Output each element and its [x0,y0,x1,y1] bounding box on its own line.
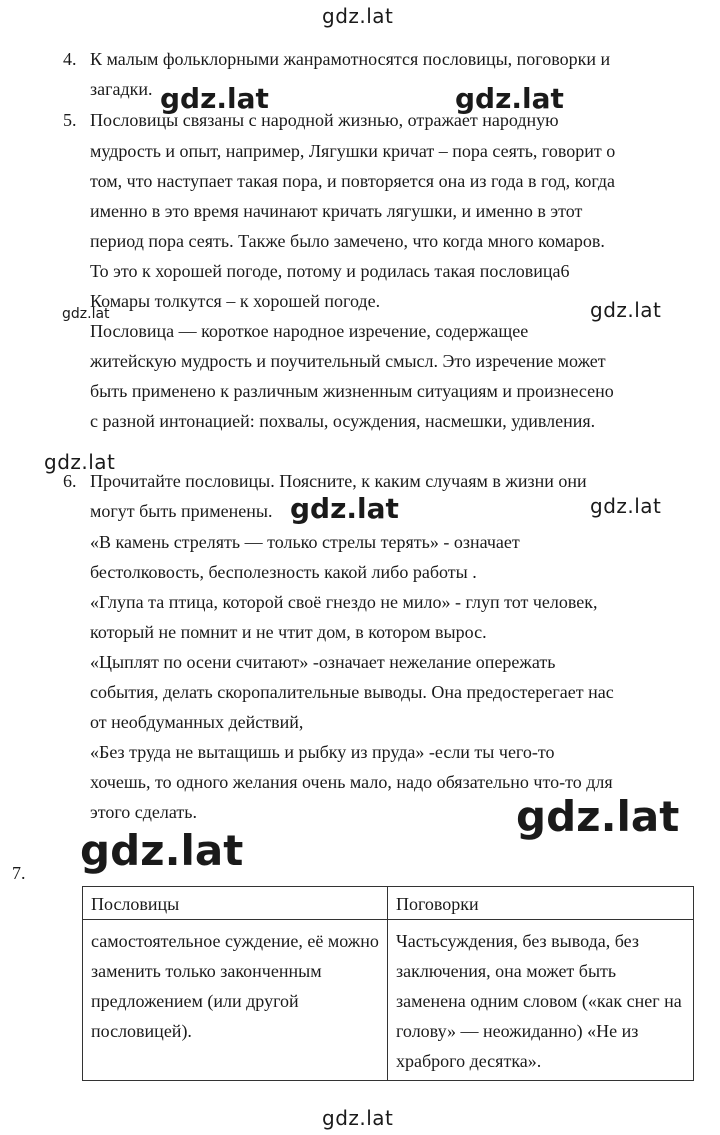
item6-line: «В камень стрелять — только стрелы терять» - означает [90,532,520,552]
table-cell-proverbs: самостоятельное суждение, её можно заменить только законченным предложением (или другой пословицей). [83,920,388,1081]
item6-line: события, делать скоропалительные выводы. Она предостерегает нас [90,682,614,702]
item-number: 4. [63,49,77,69]
watermark: gdz.lat [44,450,116,474]
item5-line: быть применено к различным жизненным ситуациям и произнесено [90,381,614,401]
item4-line: загадки. [90,79,153,99]
table-header-row [83,887,694,920]
item-number: 7. [12,863,26,883]
proverbs-table [82,886,694,1081]
watermark: gdz.lat [516,792,680,841]
watermark: gdz.lat [455,82,564,115]
item6-line: могут быть применены. [90,501,273,521]
item6-line: Прочитайте пословицы. Поясните, к каким случаям в жизни они [90,471,587,491]
item5-line: Пословицы связаны с народной жизнью, отражает народную [90,110,559,130]
item6-line: «Глупа та птица, которой своё гнездо не мило» - глуп тот человек, [90,592,598,612]
item6-line: который не помнит и не чтит дом, в котором вырос. [90,622,487,642]
item-number: 6. [63,471,77,491]
item5-line: житейскую мудрость и поучительный смысл. Это изречение может [90,351,606,371]
item5-line: том, что наступает такая пора, и повторяется она из года в год, когда [90,171,616,191]
item6-line: «Цыплят по осени считают» -означает нежелание опережать [90,652,556,672]
watermark: gdz.lat [290,492,399,525]
item5-line: с разной интонацией: похвалы, осуждения, насмешки, удивления. [90,411,596,431]
watermark: gdz.lat [590,298,662,322]
watermark-top: gdz.lat [322,4,394,28]
column-header-proverbs: Пословицы [83,887,388,920]
item5-line: период пора сеять. Также было замечено, что когда много комаров. [90,231,605,251]
item5-line: Пословица — короткое народное изречение, содержащее [90,321,529,341]
column-header-sayings: Поговорки [388,887,694,920]
watermark: gdz.lat [80,826,244,875]
item-number: 5. [63,110,77,130]
watermark: gdz.lat [160,82,269,115]
item6-line: этого сделать. [90,802,198,822]
item6-line: бестолковость, бесполезность какой либо работы . [90,562,477,582]
watermark: gdz.lat [62,306,110,322]
watermark-bottom: gdz.lat [322,1106,394,1130]
item6-line: от необдуманных действий, [90,712,304,732]
item4-line: К малым фольклорными жанрамотносятся пословицы, поговорки и [90,49,611,69]
table-cell-sayings: Частьсуждения, без вывода, без заключения, она может быть заменена одним словом («как снег на голову» — неожиданно) «Не из храброго десятка». [388,920,694,1081]
item5-line: мудрость и опыт, например, Лягушки кричат – пора сеять, говорит о [90,141,616,161]
table-row [83,920,694,1081]
watermark: gdz.lat [590,494,662,518]
item5-line: То это к хорошей погоде, потому и родилась такая пословица6 [90,261,570,281]
item5-line: именно в это время начинают кричать лягушки, и именно в этот [90,201,583,221]
item6-line: «Без труда не вытащишь и рыбку из пруда» -если ты чего-то [90,742,555,762]
item6-line: хочешь, то одного желания очень мало, надо обязательно что-то для [90,772,613,792]
item5-line: Комары толкутся – к хорошей погоде. [90,291,381,311]
